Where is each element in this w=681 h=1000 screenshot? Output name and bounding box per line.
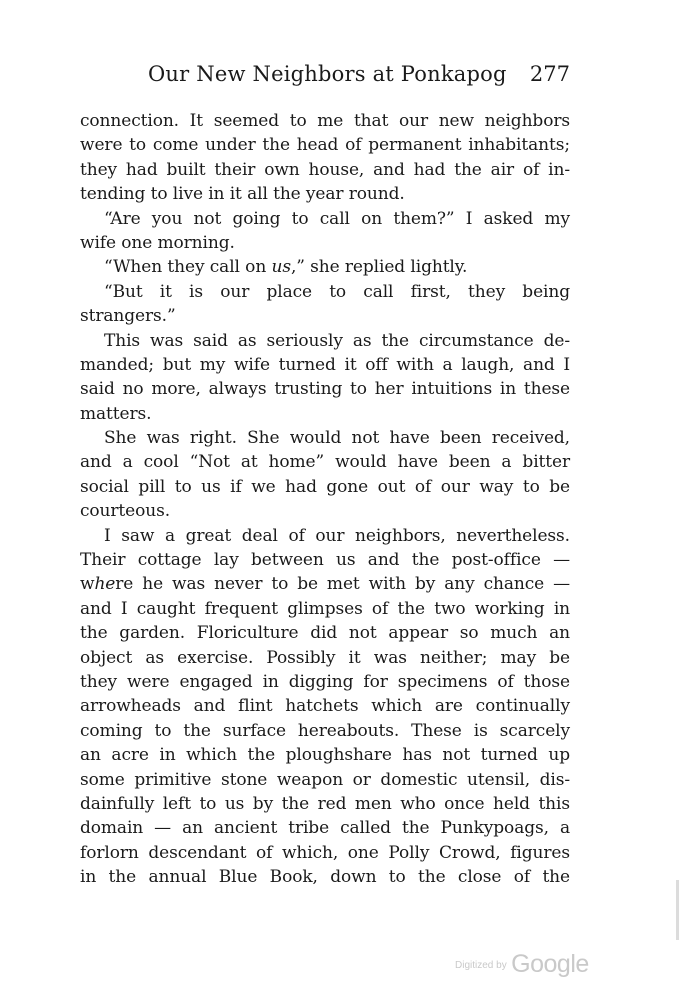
text-line: connection. It seemed to me that our new neighbors	[80, 111, 570, 131]
text-line: forlorn descendant of which, one Polly Crowd, figures	[80, 842, 570, 863]
text-line: in the annual Blue Book, down to the close of the	[80, 867, 570, 888]
text-line: manded; but my wife turned it off with a laugh, and I	[80, 354, 570, 375]
text-line: coming to the surface hereabouts. These is scarcely	[80, 720, 570, 741]
text-line: said no more, always trusting to her intuitions in these	[80, 379, 570, 400]
text-line: object as exercise. Possibly it was neither; may be	[80, 647, 570, 668]
text-line: strangers.”	[80, 306, 176, 327]
text-line: some primitive stone weapon or domestic utensil, dis-	[80, 769, 570, 790]
running-title: Our New Neighbors at Ponkapog	[148, 62, 507, 86]
text-line: courteous.	[80, 501, 171, 522]
text-line: they were engaged in digging for specimens of those	[80, 671, 570, 692]
text-line: arrowheads and flint hatchets which are continually	[80, 696, 570, 717]
text-line: “When they call on us,” she replied lightly.	[104, 257, 468, 278]
text-line: tending to live in it all the year round.	[80, 184, 405, 205]
text-line: dainfully left to us by the red men who once held this	[80, 793, 570, 814]
text-line: “Are you not going to call on them?” I asked my	[104, 208, 570, 229]
text-line: wife one morning.	[80, 232, 235, 253]
text-line: matters.	[80, 403, 152, 424]
page-edge-mark	[676, 880, 679, 940]
text-line: were to come under the head of permanent inhabitants;	[80, 135, 570, 156]
google-watermark	[455, 950, 589, 979]
text-line: Their cottage lay between us and the post-office —	[80, 550, 570, 571]
text-line: I saw a great deal of our neighbors, nevertheless.	[104, 525, 570, 546]
watermark-prefix: Digitized by	[455, 960, 507, 971]
text-line: “But it is our place to call first, they being	[104, 281, 570, 302]
watermark-brand: Google	[511, 950, 589, 978]
text-line: and I caught frequent glimpses of the two working in	[80, 598, 570, 619]
text-line: and a cool “Not at home” would have been a bitter	[80, 452, 570, 473]
text-line: where he was never to be met with by any chance —	[80, 574, 570, 595]
body-text	[80, 109, 570, 890]
text-line: an acre in which the ploughshare has not turned up	[80, 745, 570, 766]
text-line: the garden. Floriculture did not appear so much an	[80, 623, 570, 644]
page-number: 277	[529, 62, 570, 86]
text-line: This was said as seriously as the circumstance de-	[104, 330, 570, 351]
text-line: they had built their own house, and had the air of in-	[80, 159, 570, 180]
text-line: social pill to us if we had gone out of our way to be	[80, 476, 570, 497]
text-line: She was right. She would not have been received,	[104, 428, 570, 449]
text-line: domain — an ancient tribe called the Punkypoags, a	[80, 818, 570, 839]
